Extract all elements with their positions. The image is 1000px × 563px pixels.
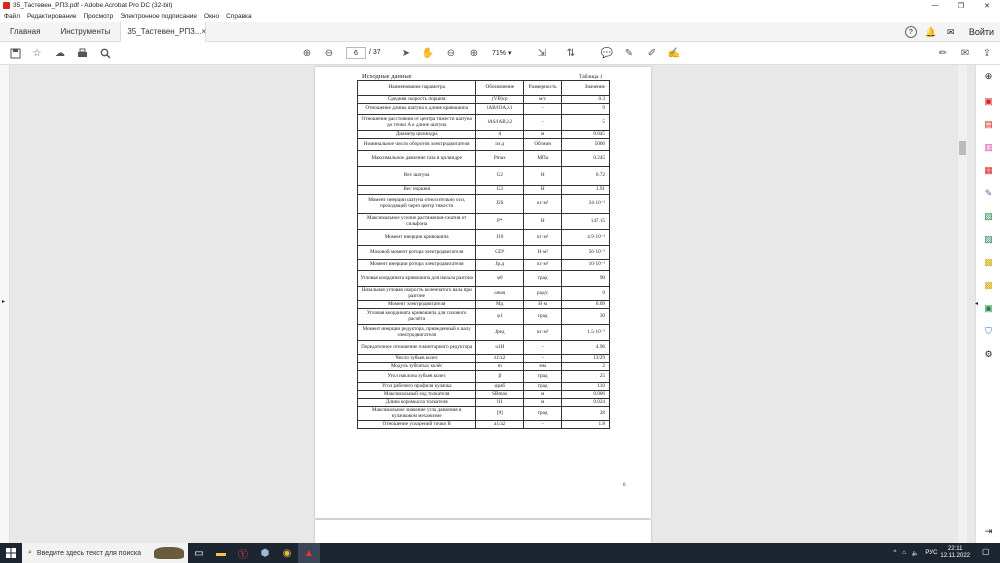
menu-file[interactable]: Файл [4, 13, 20, 20]
task-view-icon[interactable]: ▭ [194, 547, 204, 559]
table-row [358, 407, 610, 421]
table-cell: град [524, 309, 562, 325]
table-header-cell: Обозначение [476, 81, 524, 96]
table-cell: град [524, 371, 562, 383]
table-cell: φраб [476, 383, 524, 391]
tab-close-icon[interactable]: × [201, 27, 207, 36]
table-cell: 90 [562, 271, 610, 287]
table-cell: J2S [476, 195, 524, 214]
table-cell: 0 [562, 287, 610, 301]
table-cell: м [524, 131, 562, 139]
table-cell: 0.3 [562, 96, 610, 104]
pen-icon[interactable]: ✎ [624, 47, 634, 59]
table-cell: град [524, 271, 562, 287]
table-cell: Отношение ускорений точки B [358, 421, 476, 429]
table-cell: Угловая координата кривошипа для силового расчёта [358, 309, 476, 325]
table-cell: 1.8 [562, 421, 610, 429]
taskbar-search[interactable] [22, 543, 188, 563]
table-cell: град [524, 407, 562, 421]
table-cell: кг·м² [524, 260, 562, 271]
table-cell: Передаточное отношение планетарного редуктора [358, 341, 476, 355]
table-cell: 4.96 [562, 341, 610, 355]
table-cell: - [524, 421, 562, 429]
table-cell: l11 [476, 399, 524, 407]
table-cell: 0.024 [562, 399, 610, 407]
tab-document[interactable] [120, 22, 206, 42]
toolbar [0, 42, 1000, 65]
table-cell: 0.72 [562, 167, 610, 186]
table-cell: 0.045 [562, 131, 610, 139]
search-placeholder: Введите здесь текст для поиска [36, 549, 141, 557]
table-cell: J10 [476, 230, 524, 246]
table-cell: β [476, 371, 524, 383]
zoom-in-icon[interactable]: ⊕ [469, 47, 479, 59]
volume-icon[interactable]: 🔈 [911, 550, 920, 557]
left-panel-toggle[interactable] [0, 65, 10, 543]
minimize-button[interactable]: — [931, 2, 939, 9]
table-row [358, 309, 610, 325]
page-up-icon[interactable]: ⊕ [302, 47, 312, 59]
table-row [358, 271, 610, 287]
page-number-input[interactable]: 6 [346, 47, 366, 59]
network-icon[interactable]: ⌂ [902, 550, 906, 556]
tools-rail [975, 65, 1000, 543]
table-cell: Начальная угловая скорость коленчатого вала при разгоне [358, 287, 476, 301]
table-cell: u1H [476, 341, 524, 355]
zoom-value: 71% [492, 49, 507, 57]
table-cell: Максимальное значение угла давления в кулачковом механизме [358, 407, 476, 421]
table-row [358, 131, 610, 139]
page-down-icon[interactable]: ⊖ [324, 47, 334, 59]
table-cell: кг·м² [524, 230, 562, 246]
table-cell: 2 [562, 363, 610, 371]
table-cell: 28 [562, 407, 610, 421]
table-cell: рад/с [524, 287, 562, 301]
table-cell: Н·м² [524, 246, 562, 260]
bell-icon[interactable]: 🔔 [925, 26, 937, 37]
table-cell: a1/a2 [476, 421, 524, 429]
table-cell: Jр.д [476, 260, 524, 271]
search-icon: ⌕ [28, 549, 32, 556]
window-title: 35_Тастевен_РПЗ.pdf - Adobe Acrobat Pro DC (32-bit) [13, 2, 173, 9]
vertical-scrollbar[interactable] [958, 65, 967, 543]
table-row [358, 260, 610, 271]
table-cell: - [524, 115, 562, 131]
table-row [358, 104, 610, 115]
table-cell: Момент электродвигателя [358, 301, 476, 309]
table-cell: 56·10⁻² [562, 246, 610, 260]
signin-button[interactable]: Войти [968, 27, 994, 37]
bookmark-star-icon[interactable]: ☆ [32, 47, 42, 59]
page-number: 6 [623, 483, 626, 488]
table-cell: Вес поршня [358, 186, 476, 195]
print-icon[interactable] [75, 46, 89, 60]
table-header-cell: Размерность [524, 81, 562, 96]
table-row [358, 363, 610, 371]
language-indicator[interactable]: РУС [925, 550, 938, 556]
table-cell: GD² [476, 246, 524, 260]
title-bar [0, 0, 1000, 11]
table-row [358, 371, 610, 383]
share-icon[interactable]: ✉ [960, 47, 970, 59]
export-pdf-icon[interactable]: ▤ [984, 119, 993, 129]
hand-icon[interactable]: ✋ [421, 47, 435, 59]
table-cell: Об/мин [524, 139, 562, 151]
upload-cloud-icon[interactable]: ☁ [55, 47, 65, 59]
menu-help[interactable]: Справка [226, 13, 252, 20]
table-caption: Исходные данные [362, 73, 412, 80]
menu-esign[interactable]: Электронное подписание [120, 13, 198, 20]
highlight-icon[interactable]: ✐ [647, 47, 657, 59]
table-cell: ωнач [476, 287, 524, 301]
help-icon[interactable]: ? [905, 26, 917, 38]
app-icon[interactable]: ⬢ [260, 547, 270, 559]
scroll-mode-icon[interactable]: ⇅ [566, 47, 576, 59]
sign-icon[interactable]: ✍ [667, 47, 681, 59]
table-row [358, 167, 610, 186]
scrollbar-thumb[interactable] [959, 141, 966, 155]
pdf-page [315, 67, 651, 518]
table-header-row [358, 81, 610, 96]
pointer-icon[interactable]: ➤ [401, 47, 411, 59]
table-cell: Н·м [524, 301, 562, 309]
notifications-icon[interactable]: ▢ [982, 547, 990, 556]
comment-tool-icon[interactable]: ▩ [984, 257, 993, 267]
maximize-button[interactable]: ❐ [957, 2, 965, 10]
mail-icon[interactable]: ✉ [947, 26, 955, 37]
zoom-icon[interactable]: ⊕ [984, 71, 993, 81]
more-tools-icon[interactable]: ⚙ [984, 349, 993, 359]
file-explorer-icon[interactable]: ▬ [216, 547, 226, 559]
clock[interactable] [940, 546, 970, 560]
table-cell: G3 [476, 186, 524, 195]
table-cell: Маховой момент ротора электродвигателя [358, 246, 476, 260]
table-cell: Угол рабочего профиля кулачка [358, 383, 476, 391]
acrobat-icon [3, 2, 10, 9]
table-cell: Jред [476, 325, 524, 341]
table-row [358, 287, 610, 301]
organize-icon[interactable]: ▧ [984, 211, 993, 221]
page-total: / 37 [369, 49, 381, 56]
table-cell: 10·10⁻² [562, 260, 610, 271]
zoom-select[interactable] [492, 47, 524, 59]
comment-icon[interactable]: 💬 [600, 47, 614, 59]
print-production-icon[interactable]: ▣ [984, 303, 993, 313]
zoom-out-icon[interactable]: ⊖ [446, 47, 456, 59]
pdf-next-page [315, 520, 651, 543]
table-cell: Диаметр цилиндра [358, 131, 476, 139]
table-row [358, 383, 610, 391]
table-cell: G2 [476, 167, 524, 186]
table-cell: Pmax [476, 151, 524, 167]
table-cell: Максимальное усилие растяжения-сжатия от сильфона [358, 214, 476, 230]
tab-bar [0, 22, 1000, 42]
table-cell: Вес шатуна [358, 167, 476, 186]
table-cell: 30 [562, 309, 610, 325]
table-cell: м [524, 399, 562, 407]
table-cell: Момент инерции шатуна относительно оси, проходящей через центр тяжести [358, 195, 476, 214]
table-row [358, 186, 610, 195]
table-header-cell: Значение [562, 81, 610, 96]
table-cell: 147.15 [562, 214, 610, 230]
protect-icon[interactable]: ⛉ [985, 326, 992, 336]
share-link-icon[interactable]: ⇪ [982, 47, 992, 59]
table-row [358, 301, 610, 309]
close-button[interactable]: ✕ [984, 2, 990, 10]
table-cell: m [476, 363, 524, 371]
table-cell: Mд [476, 301, 524, 309]
tab-document-label: 35_Тастевен_РП3... [127, 27, 202, 36]
table-cell: - [524, 104, 562, 115]
table-cell: град [524, 383, 562, 391]
chevron-up-icon[interactable]: ^ [893, 550, 897, 556]
table-cell: 34·10⁻² [562, 195, 610, 214]
chevron-down-icon: ▾ [507, 50, 512, 57]
table-cell: nэ.д [476, 139, 524, 151]
table-row [358, 115, 610, 131]
table-row [358, 195, 610, 214]
table-row [358, 230, 610, 246]
table-cell: lAS/lAB,λ2 [476, 115, 524, 131]
windows-start-icon[interactable] [0, 543, 22, 563]
table-cell: 5 [562, 115, 610, 131]
table-cell: мм [524, 363, 562, 371]
table-cell: (VB)ср [476, 96, 524, 104]
tab-tools[interactable]: Инструменты [60, 27, 111, 36]
table-cell: 1.5·10⁻² [562, 325, 610, 341]
table-cell: 110 [562, 383, 610, 391]
table-header-cell: Наименование параметра [358, 81, 476, 96]
clock-time: 22:11 [947, 546, 963, 552]
parameters-table [357, 80, 610, 429]
table-cell: SBmax [476, 391, 524, 399]
yandex-browser-icon[interactable]: Ⓨ [238, 549, 248, 561]
table-row [358, 341, 610, 355]
table-cell: 4.9·10⁻² [562, 230, 610, 246]
table-row [358, 151, 610, 167]
table-row [358, 399, 610, 407]
clock-date: 12.11.2022 [940, 553, 970, 559]
table-cell: кг·м² [524, 195, 562, 214]
search-highlight-image [154, 547, 184, 559]
table-cell: Модуль зубчатых колёс [358, 363, 476, 371]
table-cell: d [476, 131, 524, 139]
tab-home[interactable]: Главная [10, 27, 41, 36]
table-cell: lAB/lOA,λ1 [476, 104, 524, 115]
table-cell: Средняя скорость поршня [358, 96, 476, 104]
table-cell: 9 [562, 104, 610, 115]
table-cell: φ1 [476, 309, 524, 325]
table-row [358, 325, 610, 341]
table-row [358, 391, 610, 399]
table-cell: 25 [562, 371, 610, 383]
combine-icon[interactable]: ▦ [984, 165, 993, 175]
table-cell: - [524, 355, 562, 363]
table-cell: МПа [524, 151, 562, 167]
compress-icon[interactable]: ▨ [984, 234, 993, 244]
menu-window[interactable]: Окно [204, 13, 220, 20]
stamp-icon[interactable]: ▩ [984, 280, 993, 290]
table-row [358, 421, 610, 429]
table-cell: φ0 [476, 271, 524, 287]
table-row [358, 96, 610, 104]
collapse-rail-icon[interactable]: ◂ [974, 301, 978, 307]
system-tray [890, 543, 970, 563]
create-pdf-icon[interactable]: ▣ [984, 96, 993, 106]
table-cell: 0.006 [562, 391, 610, 399]
table-cell: Н [524, 186, 562, 195]
table-row [358, 139, 610, 151]
table-cell: z1/z2 [476, 355, 524, 363]
table-row [358, 246, 610, 260]
table-cell: Угол наклона зубьев колес [358, 371, 476, 383]
table-cell: Момент инерции редуктора, приведенный к валу электродвигателя [358, 325, 476, 341]
table-cell: - [524, 341, 562, 355]
table-cell: м/с [524, 96, 562, 104]
edit-pdf-icon[interactable]: ✏ [938, 47, 948, 59]
table-cell: м [524, 391, 562, 399]
acrobat-taskbar-icon[interactable]: ▲ [298, 543, 320, 563]
table-cell: Отношение расстояния от центра тяжести шатуна до точки A к длине шатуна [358, 115, 476, 131]
table-cell: Максимальное давление газа в цилиндре [358, 151, 476, 167]
table-cell: P* [476, 214, 524, 230]
search-icon[interactable] [98, 46, 112, 60]
table-cell: Момент инерции кривошипа [358, 230, 476, 246]
chrome-icon[interactable]: ◉ [282, 547, 292, 559]
table-cell: Длина коромысла толкателя [358, 399, 476, 407]
taskbar [0, 543, 1000, 563]
table-cell: 0.09 [562, 301, 610, 309]
table-cell: 13/29 [562, 355, 610, 363]
edit-tool-icon[interactable]: ▥ [984, 142, 993, 152]
table-number: Таблица 1 [579, 74, 603, 80]
menu-edit[interactable]: Редактирование [26, 13, 77, 20]
fill-sign-icon[interactable]: ✎ [984, 188, 993, 198]
table-cell: Максимальный ход толкателя [358, 391, 476, 399]
table-cell: Н [524, 167, 562, 186]
table-cell: [ϑ] [476, 407, 524, 421]
table-cell: Угловая координата кривошипа для начала разгона [358, 271, 476, 287]
table-cell: Н [524, 214, 562, 230]
table-cell: Момент инерции ротора электродвигателя [358, 260, 476, 271]
table-cell: 5000 [562, 139, 610, 151]
table-row [358, 214, 610, 230]
menu-bar [0, 11, 1000, 22]
table-cell: Номинальное число оборотов электродвигателя [358, 139, 476, 151]
menu-view[interactable]: Просмотр [83, 13, 114, 20]
expand-rail-icon[interactable]: ⇥ [984, 526, 993, 536]
table-cell: 0.245 [562, 151, 610, 167]
table-cell: Отношение длины шатуна к длине кривошипа [358, 104, 476, 115]
table-row [358, 355, 610, 363]
save-icon[interactable] [8, 46, 22, 60]
table-cell: кг·м² [524, 325, 562, 341]
table-cell: Число зубьев колес [358, 355, 476, 363]
expand-left-icon[interactable]: ▸ [2, 299, 6, 305]
fit-page-icon[interactable]: ⇲ [537, 47, 547, 59]
table-cell: 1.91 [562, 186, 610, 195]
